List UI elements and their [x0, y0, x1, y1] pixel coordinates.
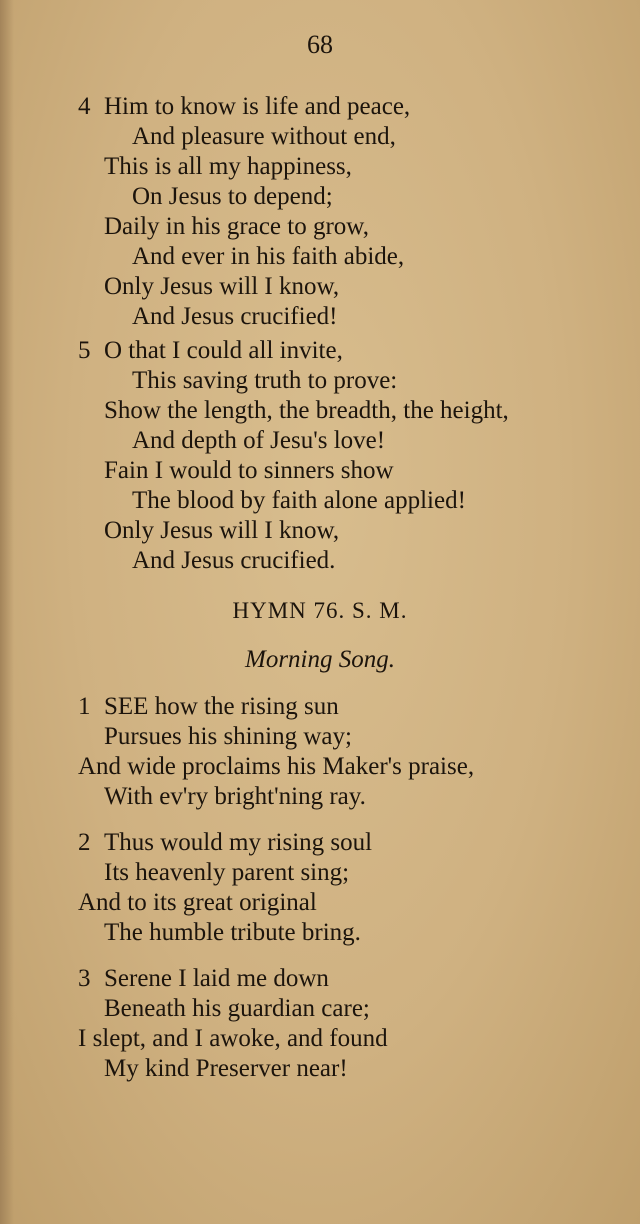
verse-4-line-5: Daily in his grace to grow, — [104, 213, 369, 240]
hymn-verse-3-line-2: Beneath his guardian care; — [104, 995, 370, 1022]
verse-5-line-1: O that I could all invite, — [104, 337, 343, 364]
verse-4-line-4: On Jesus to depend; — [132, 183, 333, 210]
hymn-verse-2-line-3: And to its great original — [78, 889, 317, 916]
page-number: 68 — [307, 30, 333, 59]
hymn-verse-1-line-4: With ev'ry bright'ning ray. — [104, 783, 366, 810]
hymn-verse-3-line-3: I slept, and I awoke, and found — [78, 1025, 388, 1052]
hymn-verse-3-line-1: Serene I laid me down — [104, 965, 329, 992]
hymn-verse-1-line-2: Pursues his shining way; — [104, 723, 352, 750]
verse-5-line-6: The blood by faith alone applied! — [132, 487, 466, 514]
verse-5-line-3: Show the length, the breadth, the height, — [104, 397, 509, 424]
verse-4-line-2: And pleasure without end, — [132, 123, 396, 150]
verse-4-line-1: Him to know is life and peace, — [104, 93, 411, 120]
verse-4-line-8: And Jesus crucified! — [132, 303, 338, 330]
verse-5-line-4: And depth of Jesu's love! — [132, 427, 386, 454]
hymn-verse-number-1: 1 — [78, 693, 91, 720]
hymn-heading: HYMN 76. S. M. — [232, 598, 408, 623]
verse-5-line-7: Only Jesus will I know, — [104, 517, 340, 544]
verse-number-5: 5 — [78, 337, 91, 364]
hymn-verse-2-line-1: Thus would my rising soul — [104, 829, 373, 856]
hymn-subtitle: Morning Song. — [245, 646, 395, 673]
verse-4-line-7: Only Jesus will I know, — [104, 273, 340, 300]
hymn-verse-3-line-4: My kind Preserver near! — [104, 1055, 348, 1082]
hymn-verse-1-line-3: And wide proclaims his Maker's praise, — [78, 753, 475, 780]
hymn-verse-1-line-1: SEE how the rising sun — [104, 693, 339, 720]
verse-4-line-6: And ever in his faith abide, — [132, 243, 405, 270]
verse-number-4: 4 — [78, 93, 91, 120]
hymn-verse-number-2: 2 — [78, 829, 91, 856]
verse-5-line-2: This saving truth to prove: — [132, 367, 398, 394]
verse-5-line-5: Fain I would to sinners show — [104, 457, 394, 484]
hymn-verse-2-line-2: Its heavenly parent sing; — [104, 859, 350, 886]
verse-4-line-3: This is all my happiness, — [104, 153, 352, 180]
hymn-verse-number-3: 3 — [78, 965, 91, 992]
hymn-verse-2-line-4: The humble tribute bring. — [104, 919, 361, 946]
verse-5-line-8: And Jesus crucified. — [132, 547, 336, 574]
